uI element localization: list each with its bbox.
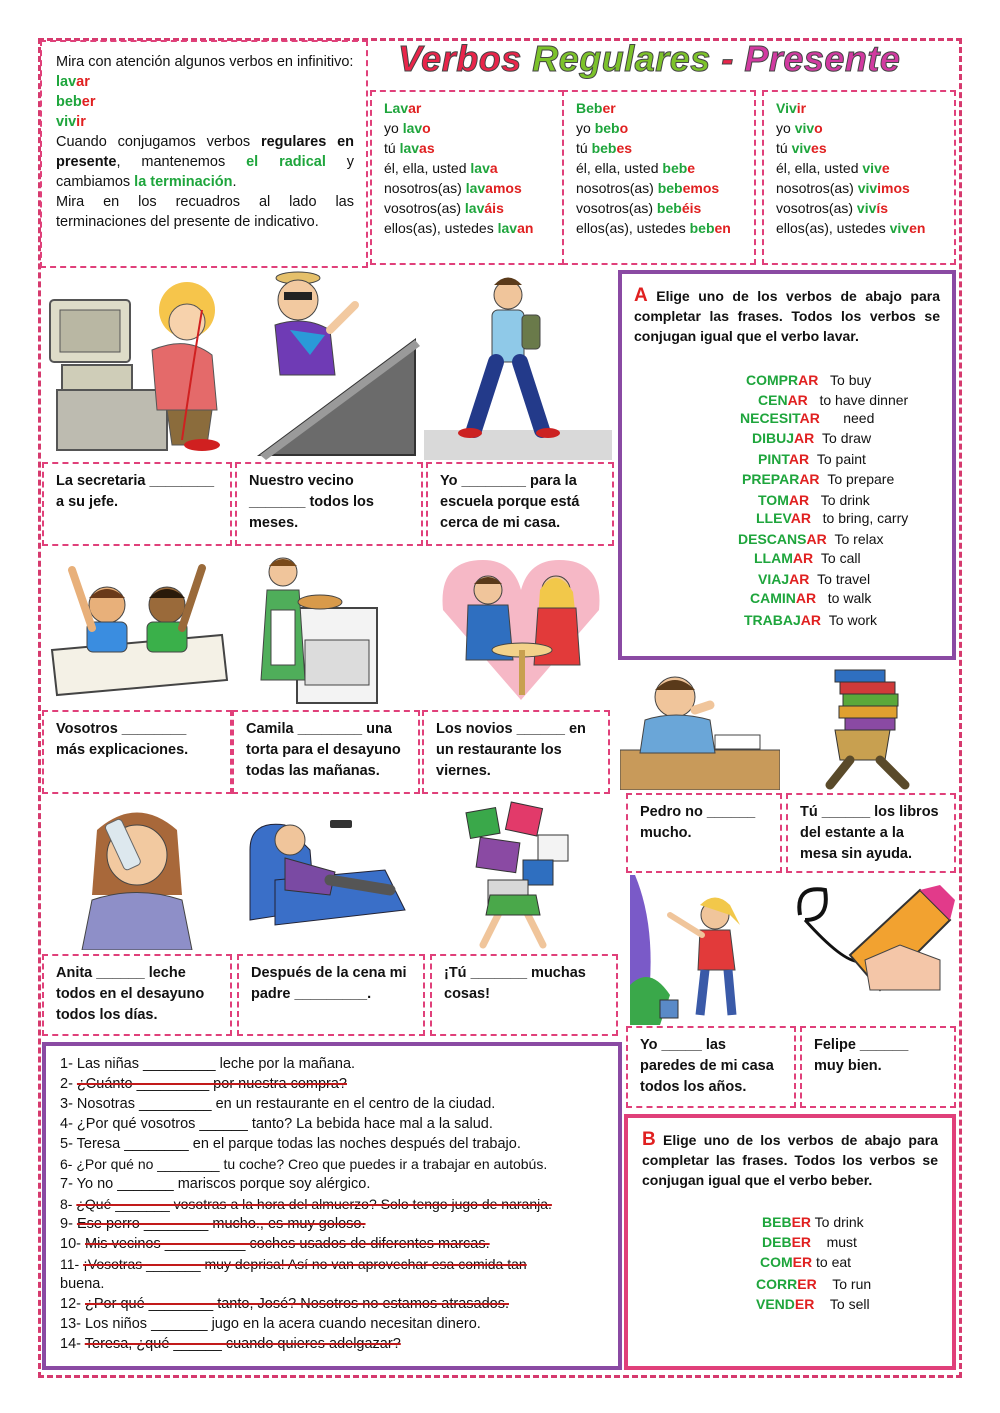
students-illustration bbox=[42, 550, 232, 705]
conj-row: nosotros(as) bebemos bbox=[576, 180, 720, 196]
sentence-card-10: Después de la cena mi padre _________. bbox=[237, 954, 425, 1036]
exercise-item: 5- Teresa ________ en el parque todas las noches después del trabajo. bbox=[60, 1136, 521, 1152]
sentence-card-5: Camila ________ una torta para el desayuno todas las mañanas. bbox=[232, 710, 420, 794]
verb-caminar: CAMINAR to walk bbox=[750, 590, 872, 606]
conj-head: Beber bbox=[576, 100, 616, 116]
intro-paragraph-2: Mira en los recuadros al lado las terminaciones del presente de indicativo. bbox=[56, 194, 354, 230]
sentence-card-4: Vosotros ________ más explicaciones. bbox=[42, 710, 232, 794]
conj-row: él, ella, usted vive bbox=[776, 160, 890, 176]
conjugation-vivir bbox=[762, 90, 956, 265]
secretary-illustration bbox=[42, 270, 232, 460]
conjugation-lavar bbox=[370, 90, 564, 265]
sentence-card-2: Nuestro vecino _______ todos los meses. bbox=[235, 462, 423, 546]
conj-row: vosotros(as) vivís bbox=[776, 200, 889, 216]
intro-verb-beber: beber bbox=[56, 94, 96, 110]
conj-row: él, ella, usted lava bbox=[384, 160, 498, 176]
books-carrier-illustration bbox=[795, 665, 955, 790]
exercise-item: 8- ¿Qué _______ vosotras a la hora del almuerzo? Solo tengo jugo de naranja. bbox=[60, 1196, 552, 1212]
exercise-item: 10- Mis vecinos __________ coches usados de diferentes marcas. bbox=[60, 1236, 490, 1252]
conj-row: nosotros(as) lavamos bbox=[384, 180, 522, 196]
verb-comer: COMER to eat bbox=[760, 1254, 852, 1270]
conj-head: Vivir bbox=[776, 100, 807, 116]
walking-boy-illustration bbox=[424, 270, 612, 460]
section-b-panel bbox=[624, 1114, 956, 1370]
conj-row: ellos(as), ustedes viven bbox=[776, 220, 926, 236]
verb-llamar: LLAMAR To call bbox=[754, 550, 861, 566]
conj-row: vosotros(as) bebéis bbox=[576, 200, 702, 216]
exercise-item: 4- ¿Por qué vosotros ______ tanto? La bebida hace mal a la salud. bbox=[60, 1116, 493, 1132]
conj-row: nosotros(as) vivimos bbox=[776, 180, 910, 196]
section-a-instruction: A Elige uno de los verbos de abajo para completar las frases. Todos los verbos se conjugan igual que el verbo lavar. bbox=[634, 285, 940, 344]
verb-deber: DEBER must bbox=[762, 1234, 857, 1250]
relaxing-father-illustration bbox=[235, 800, 423, 950]
sentence-card-9: Anita ______ leche todos en el desayuno todos los días. bbox=[42, 954, 232, 1036]
exercise-item: 11- ¡Vosotras _______ muy deprisa! Así no van aprovechar esa comida tan bbox=[60, 1256, 527, 1272]
sentence-card-7: Pedro no ______ mucho. bbox=[626, 793, 782, 873]
verb-llevar: LLEVAR to bring, carry bbox=[756, 510, 909, 526]
verb-beber: BEBER To drink bbox=[762, 1214, 864, 1230]
intro-paragraph: Cuando conjugamos verbos regulares en presente, mantenemos el radical y cambiamos la terminación. bbox=[56, 134, 355, 190]
conj-row: yo vivo bbox=[776, 120, 823, 136]
title-word: Regulares bbox=[532, 38, 711, 79]
baking-woman-illustration bbox=[235, 550, 423, 705]
exercise-item: 6- ¿Por qué no ________ tu coche? Creo que puedes ir a trabajar en autobús. bbox=[60, 1156, 548, 1172]
exercise-item: 13- Los niños _______ jugo en la acera cuando necesitan dinero. bbox=[60, 1316, 481, 1332]
drawing-hand-illustration bbox=[790, 880, 955, 1005]
conj-head: Lavar bbox=[384, 100, 422, 116]
conj-row: tú vives bbox=[776, 140, 827, 156]
exercise-item: 12- ¿Por qué ________ tanto, José? Nosotros no estamos atrasados. bbox=[60, 1296, 509, 1312]
title-word: Presente bbox=[744, 38, 901, 79]
verb-cenar: CENAR to have dinner bbox=[758, 392, 909, 408]
conj-row: tú lavas bbox=[384, 140, 435, 156]
intro-line1: Mira con atención algunos verbos en infinitivo: bbox=[56, 54, 354, 70]
verb-viajar: VIAJAR To travel bbox=[758, 571, 871, 587]
sentence-card-12: Yo _____ las paredes de mi casa todos los años. bbox=[626, 1026, 796, 1108]
conj-row: ellos(as), ustedes lavan bbox=[384, 220, 534, 236]
title-word: - bbox=[721, 38, 734, 79]
sentence-card-11: ¡Tú _______ muchas cosas! bbox=[430, 954, 618, 1036]
sentence-card-6: Los novios ______ en un restaurante los viernes. bbox=[422, 710, 610, 794]
title-word: Verbos bbox=[398, 38, 522, 79]
exercise-item: 3- Nosotras _________ en un restaurante en el centro de la ciudad. bbox=[60, 1096, 496, 1112]
verb-correr: CORRER To run bbox=[756, 1276, 872, 1292]
conj-row: yo lavo bbox=[384, 120, 431, 136]
exercise-item: 1- Las niñas _________ leche por la mañana. bbox=[60, 1056, 356, 1072]
shopping-girl-illustration bbox=[428, 800, 614, 950]
intro-box bbox=[40, 40, 368, 268]
sentence-card-8: Tú ______ los libros del estante a la mesa sin ayuda. bbox=[786, 793, 956, 873]
sentence-card-1: La secretaria ________ a su jefe. bbox=[42, 462, 232, 546]
conj-row: yo bebo bbox=[576, 120, 629, 136]
neighbor-illustration bbox=[250, 270, 420, 460]
girl-drinking-illustration bbox=[42, 800, 232, 950]
verb-descansar: DESCANSAR To relax bbox=[738, 531, 884, 547]
conj-row: tú bebes bbox=[576, 140, 633, 156]
section-a-verb-list bbox=[634, 372, 940, 642]
exercise-item: 2- ¿Cuánto _________ por nuestra compra? bbox=[60, 1076, 347, 1092]
sentence-card-13: Felipe ______ muy bien. bbox=[800, 1026, 956, 1108]
tired-man-illustration bbox=[620, 665, 780, 790]
verb-preparar: PREPARAR To prepare bbox=[742, 471, 895, 487]
exercise-item: buena. bbox=[60, 1276, 105, 1292]
intro-verb-lavar: lavar bbox=[56, 74, 90, 90]
exercise-item: 14- Teresa, ¿qué ______ cuando quieres adelgazar? bbox=[60, 1336, 401, 1352]
verb-dibujar: DIBUJAR To draw bbox=[752, 430, 872, 446]
conj-row: vosotros(as) laváis bbox=[384, 200, 504, 216]
section-b-verb-list bbox=[642, 1214, 938, 1324]
page-title bbox=[398, 38, 900, 80]
conjugation-beber bbox=[562, 90, 756, 265]
verb-pintar: PINTAR To paint bbox=[758, 451, 866, 467]
verb-necesitar: NECESITAR need bbox=[740, 410, 875, 426]
exercise-item: 7- Yo no _______ mariscos porque soy alérgico. bbox=[60, 1176, 371, 1192]
section-b-instruction: B Elige uno de los verbos de abajo para completar las frases. Todos los verbos se conjugan igual que el verbo beber. bbox=[642, 1129, 938, 1188]
section-a-panel bbox=[618, 270, 956, 660]
sentence-card-3: Yo ________ para la escuela porque está cerca de mi casa. bbox=[426, 462, 614, 546]
intro-verb-vivir: vivir bbox=[56, 114, 86, 130]
verb-trabajar: TRABAJAR To work bbox=[744, 612, 878, 628]
painting-girl-illustration bbox=[630, 875, 790, 1025]
verb-comprar: COMPRAR To buy bbox=[746, 372, 872, 388]
conj-row: ellos(as), ustedes beben bbox=[576, 220, 731, 236]
conj-row: él, ella, usted bebe bbox=[576, 160, 696, 176]
exercise-list bbox=[42, 1042, 622, 1370]
exercise-item: 9- Ese perro ________ mucho., es muy goloso. bbox=[60, 1216, 366, 1232]
verb-tomar: TOMAR To drink bbox=[758, 492, 870, 508]
verb-vender: VENDER To sell bbox=[756, 1296, 870, 1312]
couple-dinner-illustration bbox=[428, 550, 614, 705]
